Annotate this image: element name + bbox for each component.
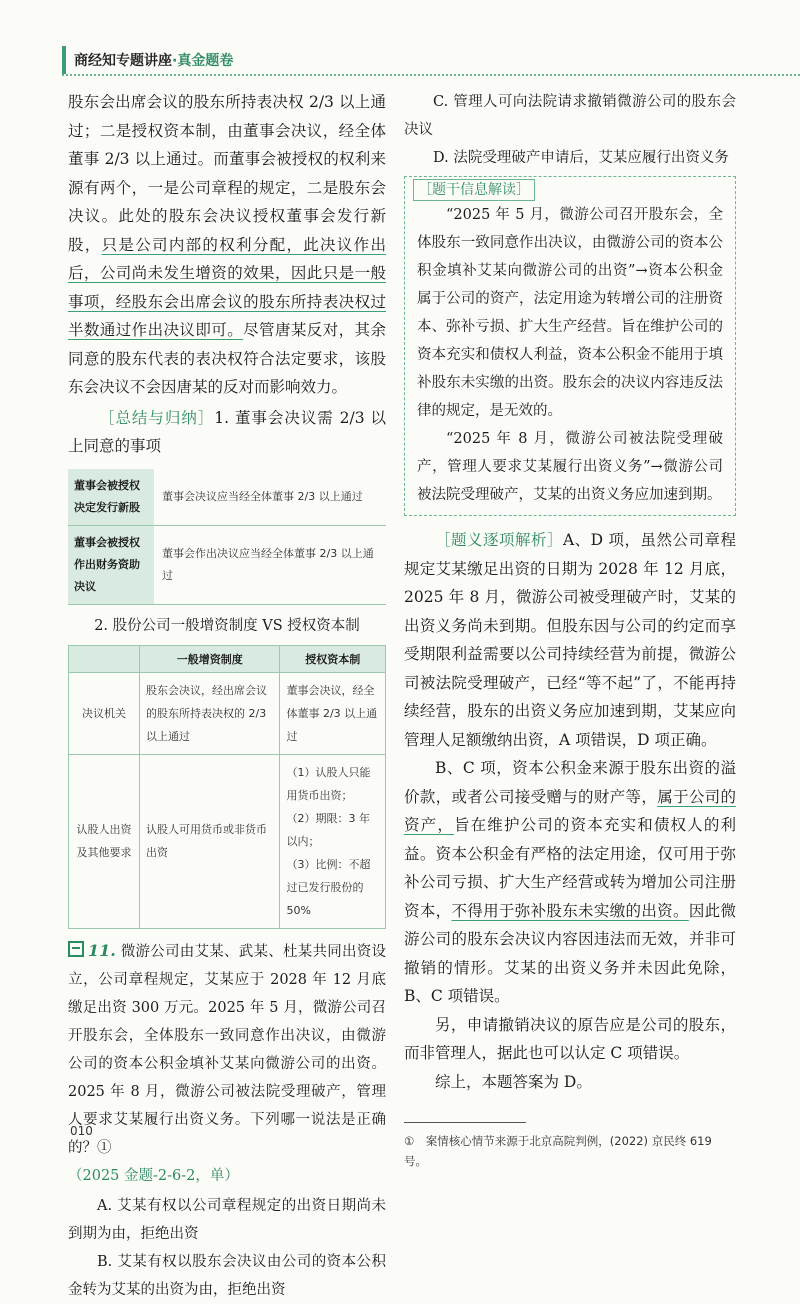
- book-subtitle: ·真金题卷: [172, 53, 234, 69]
- analysis-paragraph-1: ［题义逐项解析］A、D 项，虽然公司章程规定艾某缴足出资的日期为 2028 年 12 月底，2025 年 8 月，微游公司被受理破产时，艾某的出资义务尚未到期。但股东因与公司的约定而享受期限利益需要以公司持续经营为前提，微游公司被法院受理破产，已经“等不起”了，不能再持续经营，股东的出资义务应加速到期，艾某应向管理人足额缴纳出资，A 项错误，D 项正确。: [404, 531, 736, 749]
- running-header: [62, 44, 245, 76]
- table-cell: 董事会作出决议应当经全体董事 2/3 以上通过: [154, 525, 386, 604]
- table-cell: 认股人可用货币或非货币出资: [140, 754, 280, 928]
- right-column: [404, 88, 736, 1171]
- table-row-head: 决议机关: [69, 672, 140, 754]
- analysis-label: ［题义逐项解析］: [435, 531, 563, 549]
- underlined-text: 只是公司内部的权利分配，此决议作出后，公司尚未发生增资的效果，因此只是一般事项，经股东会出席会议的股东所持表决权过半数通过作出决议即可。: [68, 235, 386, 339]
- book-title: 商经知专题讲座·真金题卷: [62, 46, 245, 74]
- table-row: [68, 469, 386, 526]
- table-header-empty: [69, 645, 140, 672]
- table-cell: 董事会决议应当经全体董事 2/3 以上通过: [154, 469, 386, 526]
- table-header-row: [69, 645, 386, 672]
- underlined-text: 属于公司的资产，: [404, 787, 736, 834]
- underlined-text: 不得用于弥补股东未实缴的出资。: [451, 901, 689, 920]
- requirement-item: （2）期限：3 年以内；: [286, 811, 370, 848]
- table-header-general: 一般增资制度: [140, 645, 280, 672]
- table-row: [68, 525, 386, 604]
- header-divider: [62, 74, 800, 76]
- option-b: B. 艾某有权以股东会决议由公司的资本公积金转为艾某的出资为由，拒绝出资: [68, 1253, 386, 1298]
- box-paragraph-1: “2025 年 5 月，微游公司召开股东会，全体股东一致同意作出决议，由微游公司的资本公积金填补艾某向微游公司的出资”→资本公积金属于公司的资产，法定用途为转增公司的注册资本、弥补亏损、扩大生产经营。旨在维护公司的资本充实和债权人利益，资本公积金不能用于填补股东未实缴的出资。股东会的决议内容违反法律的规定，是无效的。: [417, 207, 723, 419]
- table-row: [69, 754, 386, 928]
- stem-interpretation-box: [404, 176, 736, 516]
- option-a: A. 艾某有权以公司章程规定的出资日期尚未到期为由，拒绝出资: [68, 1197, 386, 1242]
- footnote: ① 案情核心情节来源于北京高院判例，(2022) 京民终 619 号。: [404, 1134, 712, 1168]
- table-row: [69, 672, 386, 754]
- question-number: 11.: [88, 940, 116, 960]
- summary-heading: [68, 404, 386, 461]
- table-cell: 股东会决议，经出席会议的股东所持表决权的 2/3 以上通过: [140, 672, 280, 754]
- option-c: C. 管理人可向法院请求撤销微游公司的股东会决议: [404, 94, 736, 138]
- left-column: [68, 88, 386, 1304]
- table-header-authorized: 授权资本制: [280, 645, 386, 672]
- analysis-paragraph-3: 另，申请撤销决议的原告应是公司的股东，而非管理人，据此也可以认定 C 项错误。: [404, 1015, 736, 1062]
- question-stem: 11. 微游公司由艾某、武某、杜某共同出资设立，公司章程规定，艾某应于 2028 年 12 月底缴足出资 300 万元。2025 年 5 月，微游公司召开股东会，全体股东一致同意作出决议，由微游公司的资本公积金填补艾某向微游公司的出资。2025 年 8 月，微游公司被法院受理破产，管理人要求艾某履行出资义务。下列哪一说法是正确的？①: [68, 940, 387, 1156]
- question-icon: [68, 941, 84, 957]
- analysis-paragraph-2: B、C 项，资本公积金来源于股东出资的溢价款，或者公司接受赠与的财产等，属于公司的资产，旨在维护公司的资本充实和债权人的利益。资本公积金有严格的法定用途，仅可用于弥补公司亏损、扩大生产经营或转为增加公司注册资本，不得用于弥补股东未实缴的出资。因此微游公司的股东会决议内容因违法而无效，并非可撤销的情形。艾某的出资义务并未因此免除，B、C 项错误。: [404, 759, 736, 1005]
- box-paragraph-2: “2025 年 8 月，微游公司被法院受理破产，管理人要求艾某履行出资义务”→微游公司被法院受理破产，艾某的出资义务应加速到期。: [417, 431, 723, 503]
- summary-text: 1. 董事会决议需 2/3 以上同意的事项: [68, 408, 386, 455]
- board-resolution-table: [68, 469, 386, 605]
- table-cell: [280, 754, 386, 928]
- left-paragraph-1: 股东会出席会议的股东所持表决权 2/3 以上通过；二是授权资本制，由董事会决议，经全体董事 2/3 以上通过。而董事会被授权的权利来源有两个，一是公司章程的规定，二是股东会决议。此处的股东会决议授权董事会发行新股，只是公司内部的权利分配，此决议作出后，公司尚未发生增资的效果，因此只是一般事项，经股东会出席会议的股东所持表决权过半数通过作出决议即可。尽管唐某反对，其余同意的股东代表的表决权符合法定要求，该股东会决议不会因唐某的反对而影响效力。: [68, 93, 386, 396]
- footnote-divider: [404, 1122, 526, 1123]
- question-source: （2025 金题-2-6-2，单）: [68, 1167, 239, 1184]
- requirement-item: （3）比例：不超过已发行股份的 50%: [286, 857, 371, 917]
- box-title: ［题干信息解读］: [413, 179, 535, 201]
- conclusion: 综上，本题答案为 D。: [435, 1072, 592, 1091]
- summary-label: ［总结与归纳］: [99, 408, 215, 427]
- option-d: D. 法院受理破产申请后，艾某应履行出资义务: [433, 150, 729, 166]
- capital-comparison-table: [68, 645, 386, 929]
- table-row-head: 董事会被授权作出财务资助决议: [68, 525, 154, 604]
- requirement-item: （1）认股人只能用货币出资；: [286, 765, 371, 802]
- page-number: 010: [70, 1124, 93, 1138]
- table-cell: 董事会决议，经全体董事 2/3 以上通过: [280, 672, 386, 754]
- table-row-head: 董事会被授权决定发行新股: [68, 469, 154, 526]
- table2-title: 2. 股份公司一般增资制度 VS 授权资本制: [94, 617, 360, 634]
- table-row-head: 认股人出资及其他要求: [69, 754, 140, 928]
